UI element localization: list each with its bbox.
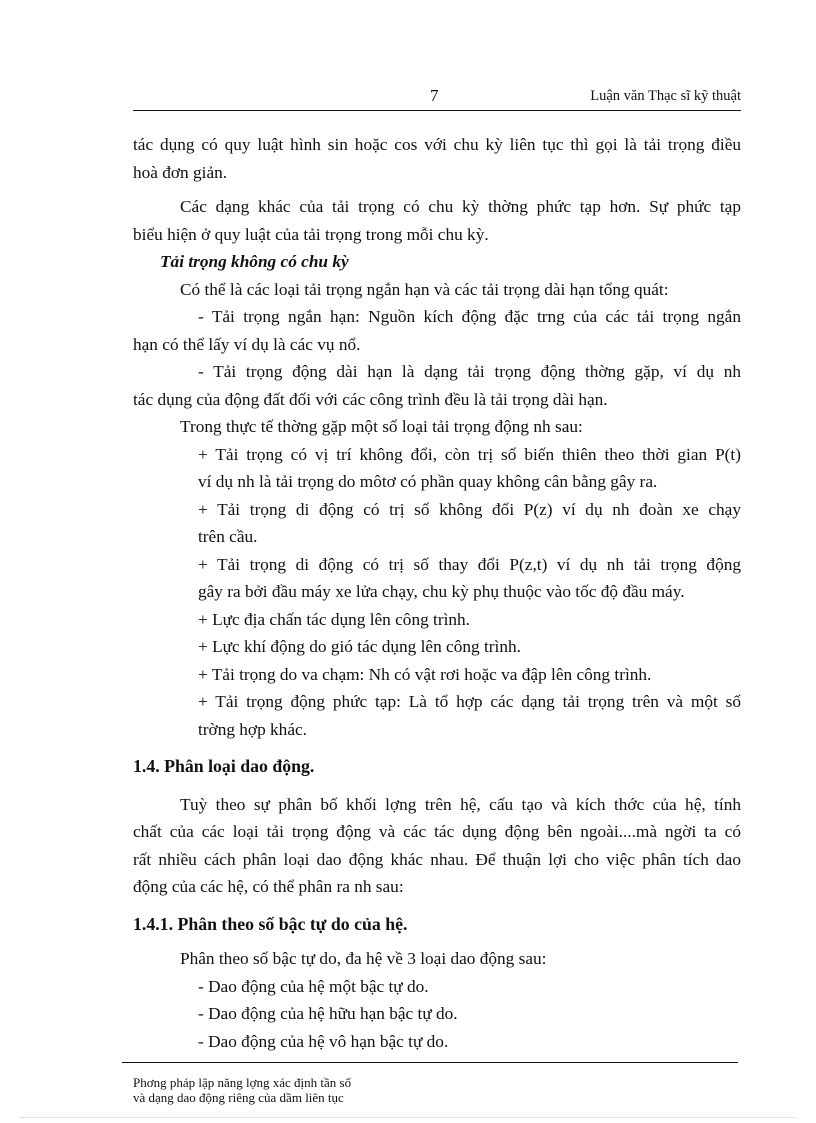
list-item: + Tải trọng di động có trị số thay đổi P(z,t) ví dụ nh tải trọng động	[198, 554, 741, 574]
header-title: Luận văn Thạc sĩ kỹ thuật	[590, 88, 741, 104]
paragraph-line: chất của các loại tải trọng động và các tác dụng động bên ngoài....mà ngời ta có	[133, 822, 741, 841]
paragraph-line: động của các hệ, có thể phân ra nh sau:	[133, 877, 404, 896]
footer-line: Phơng pháp lập năng lợng xác định tần số	[133, 1075, 352, 1090]
document-body	[133, 131, 741, 1055]
list-item: + Lực khí động do gió tác dụng lên công trình.	[198, 637, 521, 656]
list-item: + Tải trọng động phức tạp: Là tổ hợp các dạng tải trọng trên và một số	[198, 692, 741, 711]
paragraph-line: rất nhiều cách phân loại dao động khác nhau. Để thuận lợi cho việc phân tích dao	[133, 849, 741, 869]
list-item: - Dao động của hệ hữu hạn bậc tự do.	[198, 1004, 458, 1023]
footer-divider	[122, 1062, 738, 1063]
list-item: + Tải trọng di động có trị số không đổi P(z) ví dụ nh đoàn xe chạy	[198, 499, 741, 519]
header-divider	[133, 110, 741, 111]
paragraph-line: tác dụng của động đất đối với các công trình đều là tải trọng dài hạn.	[133, 389, 608, 409]
paragraph-line: - Tải trọng động dài hạn là dạng tải trọng động thờng gặp, ví dụ nh	[198, 362, 741, 381]
list-item-continuation: trên cầu.	[198, 527, 258, 546]
section-heading-1-4: 1.4. Phân loại dao động.	[133, 756, 315, 776]
list-item: + Tải trọng có vị trí không đổi, còn trị số biến thiên theo thời gian P(t)	[198, 444, 741, 464]
paragraph-line: hoà đơn giản.	[133, 162, 228, 182]
subheading-non-periodic-loads: Tải trọng không có chu kỳ	[160, 252, 349, 271]
paragraph-line: Phân theo số bậc tự do, đa hệ về 3 loại dao động sau:	[180, 949, 547, 968]
paragraph-line: Các dạng khác của tải trọng có chu kỳ thờng phức tạp hơn. Sự phức tạp	[180, 197, 741, 216]
list-item: + Tải trọng do va chạm: Nh có vật rơi hoặc va đập lên công trình.	[198, 664, 652, 684]
page-bottom-edge	[20, 1117, 796, 1118]
list-item: - Dao động của hệ một bậc tự do.	[198, 976, 429, 996]
list-item-continuation: ví dụ nh là tải trọng do môtơ có phần quay không cân bằng gây ra.	[198, 472, 658, 491]
paragraph-line: Tuỳ theo sự phân bố khối lợng trên hệ, cấu tạo và kích thớc của hệ, tính	[180, 794, 741, 814]
section-heading-1-4-1: 1.4.1. Phân theo số bậc tự do của hệ.	[133, 913, 408, 934]
paragraph-line: hạn có thể lấy ví dụ là các vụ nổ.	[133, 334, 361, 354]
paragraph-line: tác dụng có quy luật hình sin hoặc cos với chu kỳ liên tục thì gọi là tải trọng điều	[133, 135, 741, 154]
paragraph-line: biểu hiện ở quy luật của tải trọng trong mỗi chu kỳ.	[133, 224, 489, 244]
paragraph-line: Có thể là các loại tải trọng ngắn hạn và các tải trọng dài hạn tổng quát:	[180, 279, 669, 299]
paragraph-line: - Tải trọng ngắn hạn: Nguồn kích động đặc trng của các tải trọng ngắn	[198, 307, 741, 326]
paragraph-line: Trong thực tế thờng gặp một số loại tải trọng động nh sau:	[180, 417, 583, 436]
list-item: - Dao động của hệ vô hạn bậc tự do.	[198, 1031, 449, 1051]
list-item-continuation: trờng hợp khác.	[198, 719, 307, 739]
page-footer	[133, 1075, 351, 1105]
footer-line: và dạng dao động riêng của dầm liên tục	[133, 1090, 344, 1105]
list-item-continuation: gây ra bởi đầu máy xe lửa chạy, chu kỳ phụ thuộc vào tốc độ đầu máy.	[198, 582, 685, 601]
list-item: + Lực địa chấn tác dụng lên công trình.	[198, 609, 471, 629]
page-number: 7	[430, 86, 439, 105]
page-header	[133, 86, 741, 110]
